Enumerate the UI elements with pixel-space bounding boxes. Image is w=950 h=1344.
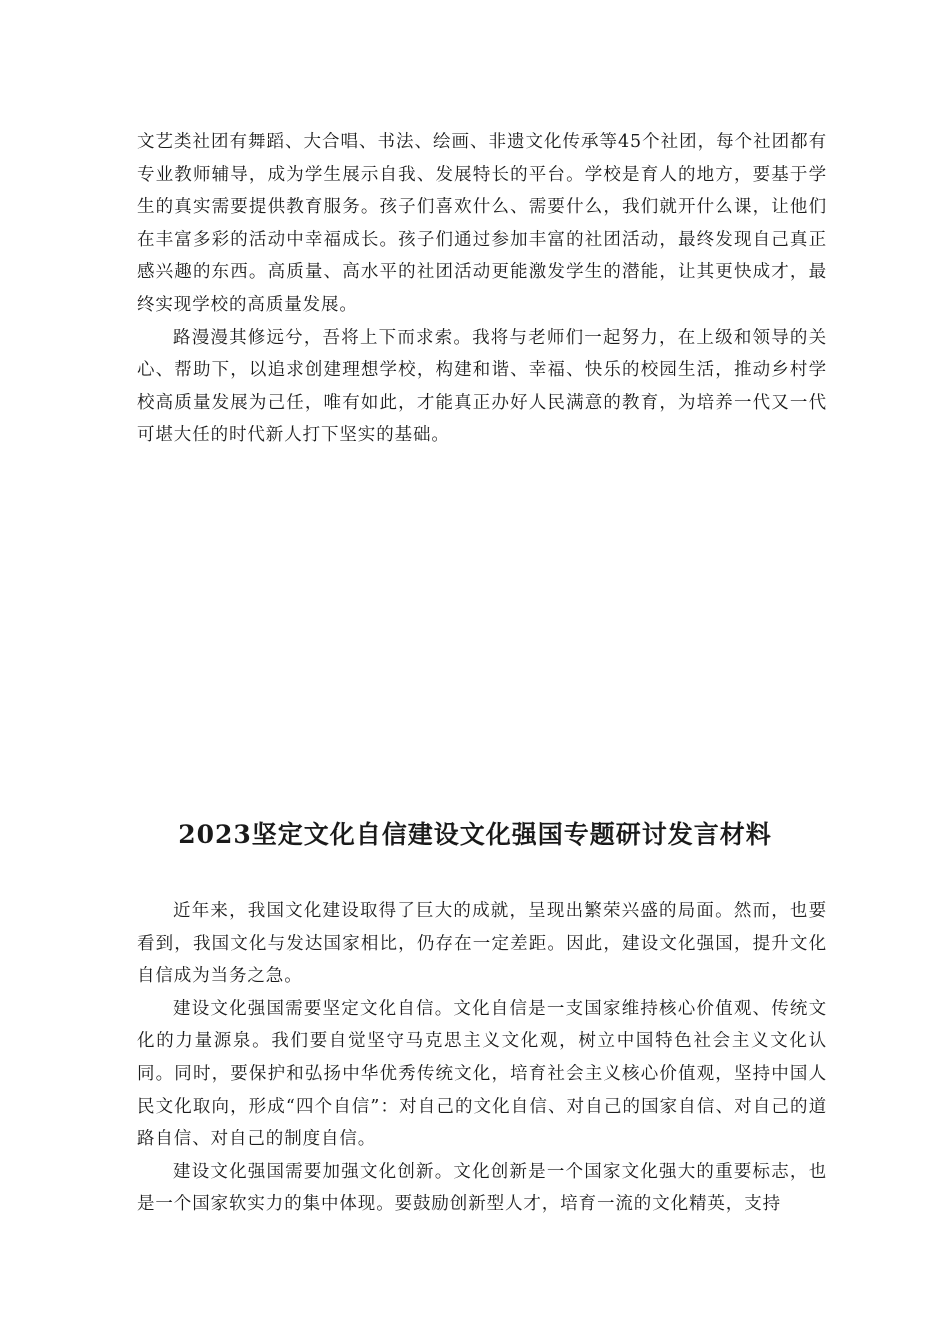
document-title: 2023坚定文化自信建设文化强国专题研讨发言材料 [178, 820, 772, 849]
paragraph: 近年来，我国文化建设取得了巨大的成就，呈现出繁荣兴盛的局面。然而，也要看到，我国文化与发达国家相比，仍存在一定差距。因此，建设文化强国，提升文化自信成为当务之急。 [137, 901, 827, 987]
section-one-body [137, 126, 827, 452]
paragraph: 路漫漫其修远兮，吾将上下而求索。我将与老师们一起努力，在上级和领导的关心、帮助下，以追求创建理想学校，构建和谐、幸福、快乐的校园生活，推动乡村学校高质量发展为己任，唯有如此，才能真正办好人民满意的教育，为培养一代又一代可堪大任的时代新人打下坚实的基础。 [137, 327, 827, 446]
paragraph: 建设文化强国需要加强文化创新。文化创新是一个国家文化强大的重要标志，也是一个国家软实力的集中体现。要鼓励创新型人才，培育一流的文化精英，支持 [137, 1161, 827, 1215]
paragraph: 建设文化强国需要坚定文化自信。文化自信是一支国家维持核心价值观、传统文化的力量源泉。我们要自觉坚守马克思主义文化观，树立中国特色社会主义文化认同。同时，要保护和弘扬中华优秀传统文化，培育社会主义核心价值观，坚持中国人民文化取向，形成“四个自信”：对自己的文化自信、对自己的国家自信、对自己的道路自信、对自己的制度自信。 [137, 998, 827, 1150]
paragraph: 文艺类社团有舞蹈、大合唱、书法、绘画、非遗文化传承等45个社团，每个社团都有专业教师辅导，成为学生展示自我、发展特长的平台。学校是育人的地方，要基于学生的真实需要提供教育服务。孩子们喜欢什么、需要什么，我们就开什么课，让他们在丰富多彩的活动中幸福成长。孩子们通过参加丰富的社团活动，最终发现自己真正感兴趣的东西。高质量、高水平的社团活动更能激发学生的潜能，让其更快成才，最终实现学校的高质量发展。 [137, 132, 827, 315]
section-two-body [137, 895, 827, 1221]
